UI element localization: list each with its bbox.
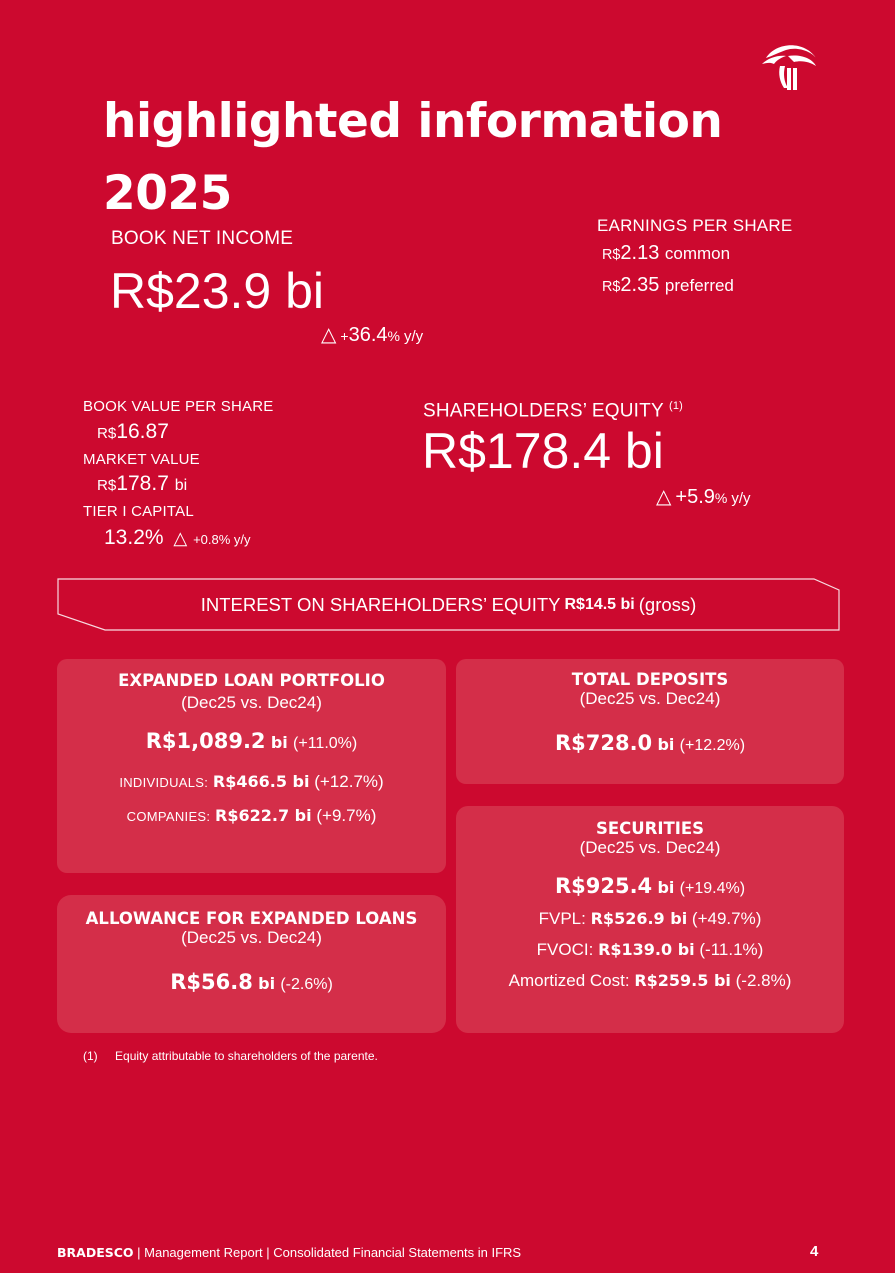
eps-preferred-value: 2.35 xyxy=(620,274,660,296)
loan-portfolio-total: R$1,089.2 bi (+11.0%) xyxy=(145,729,358,753)
eps-common-value: 2.13 xyxy=(620,242,660,264)
tier1-capital-label: TIER I CAPITAL xyxy=(83,503,194,520)
footer-text: | Management Report | Consolidated Financial Statements in IFRS xyxy=(133,1245,522,1260)
loan-portfolio-companies: COMPANIES: R$622.7 bi (+9.7%) xyxy=(126,806,377,825)
card-subtitle: (Dec25 vs. Dec24) xyxy=(181,928,322,947)
page-title-line1: highlighted information xyxy=(103,94,723,149)
card-subtitle: (Dec25 vs. Dec24) xyxy=(579,838,721,857)
footnote xyxy=(83,1049,378,1063)
card-title: SECURITIES xyxy=(595,819,705,838)
eps-common: R$2.13 common xyxy=(602,242,731,264)
card-subtitle: (Dec25 vs. Dec24) xyxy=(579,689,721,708)
card-title: EXPANDED LOAN PORTFOLIO xyxy=(118,671,385,690)
book-net-income-value xyxy=(110,262,324,320)
bradesco-logo-icon xyxy=(758,38,820,94)
footnote-marker: (1) xyxy=(83,1049,98,1063)
page-footer xyxy=(57,1245,521,1260)
interest-banner-note: (gross) xyxy=(638,593,697,615)
securities-amortized-cost: Amortized Cost: R$259.5 bi (-2.8%) xyxy=(508,971,792,990)
interest-banner-label: INTEREST ON SHAREHOLDERS’ EQUITY xyxy=(200,593,561,615)
book-net-income-currency: R$ xyxy=(110,263,174,319)
securities-fvpl: FVPL: R$526.9 bi (+49.7%) xyxy=(538,909,762,928)
card-title: ALLOWANCE FOR EXPANDED LOANS xyxy=(85,909,418,928)
market-value-value: R$178.7 bi xyxy=(97,472,188,495)
delta-triangle-icon: △ xyxy=(656,486,672,508)
total-deposits-value: R$728.0 bi (+12.2%) xyxy=(554,731,746,755)
book-value-per-share-label: BOOK VALUE PER SHARE xyxy=(83,398,274,415)
allowance-value: R$56.8 bi (-2.6%) xyxy=(170,970,333,994)
page-title xyxy=(103,86,722,230)
eps-label: EARNINGS PER SHARE xyxy=(597,216,793,235)
footer-brand: BRADESCO xyxy=(57,1245,134,1260)
book-net-income-delta: △ +36.4% y/y xyxy=(321,324,424,346)
loan-portfolio-card xyxy=(57,659,446,873)
delta-triangle-icon: △ xyxy=(321,324,337,346)
interest-banner xyxy=(57,578,840,631)
shareholders-equity-label: SHAREHOLDERS’ EQUITY $^{(1)}$ xyxy=(423,400,684,422)
book-net-income-delta-value: 36.4 xyxy=(348,324,388,346)
market-value-label: MARKET VALUE xyxy=(83,451,200,468)
page-number: 4 xyxy=(810,1243,819,1260)
securities-fvoci: FVOCI: R$139.0 bi (-11.1%) xyxy=(536,940,764,959)
book-net-income-amount: 23.9 bi xyxy=(173,263,325,319)
shareholders-equity-value: R$178.4 bi xyxy=(422,423,664,479)
loan-portfolio-individuals: INDIVIDUALS: R$466.5 bi (+12.7%) xyxy=(119,772,384,791)
allowance-card xyxy=(57,895,446,1033)
footnote-text: Equity attributable to shareholders of the parente. xyxy=(115,1049,378,1063)
page-title-line2: 2025 xyxy=(103,166,232,221)
securities-total: R$925.4 bi (+19.4%) xyxy=(554,874,746,898)
tier1-capital-value: 13.2% △ +0.8% y/y xyxy=(104,526,251,549)
delta-triangle-icon: △ xyxy=(173,528,188,548)
total-deposits-card xyxy=(456,659,844,784)
securities-card xyxy=(456,806,844,1033)
interest-banner-value: R$14.5 bi xyxy=(564,595,635,613)
shareholders-equity-delta: △ +5.9% y/y xyxy=(656,486,751,508)
tier1-capital-delta: +0.8% y/y xyxy=(193,532,251,547)
eps-preferred: R$2.35 preferred xyxy=(602,274,734,296)
card-title: TOTAL DEPOSITS xyxy=(571,670,729,689)
card-subtitle: (Dec25 vs. Dec24) xyxy=(181,693,322,712)
book-value-per-share-value: R$16.87 xyxy=(97,420,169,443)
footnote-ref: (1) xyxy=(668,400,684,412)
book-net-income-label: BOOK NET INCOME xyxy=(111,228,294,249)
